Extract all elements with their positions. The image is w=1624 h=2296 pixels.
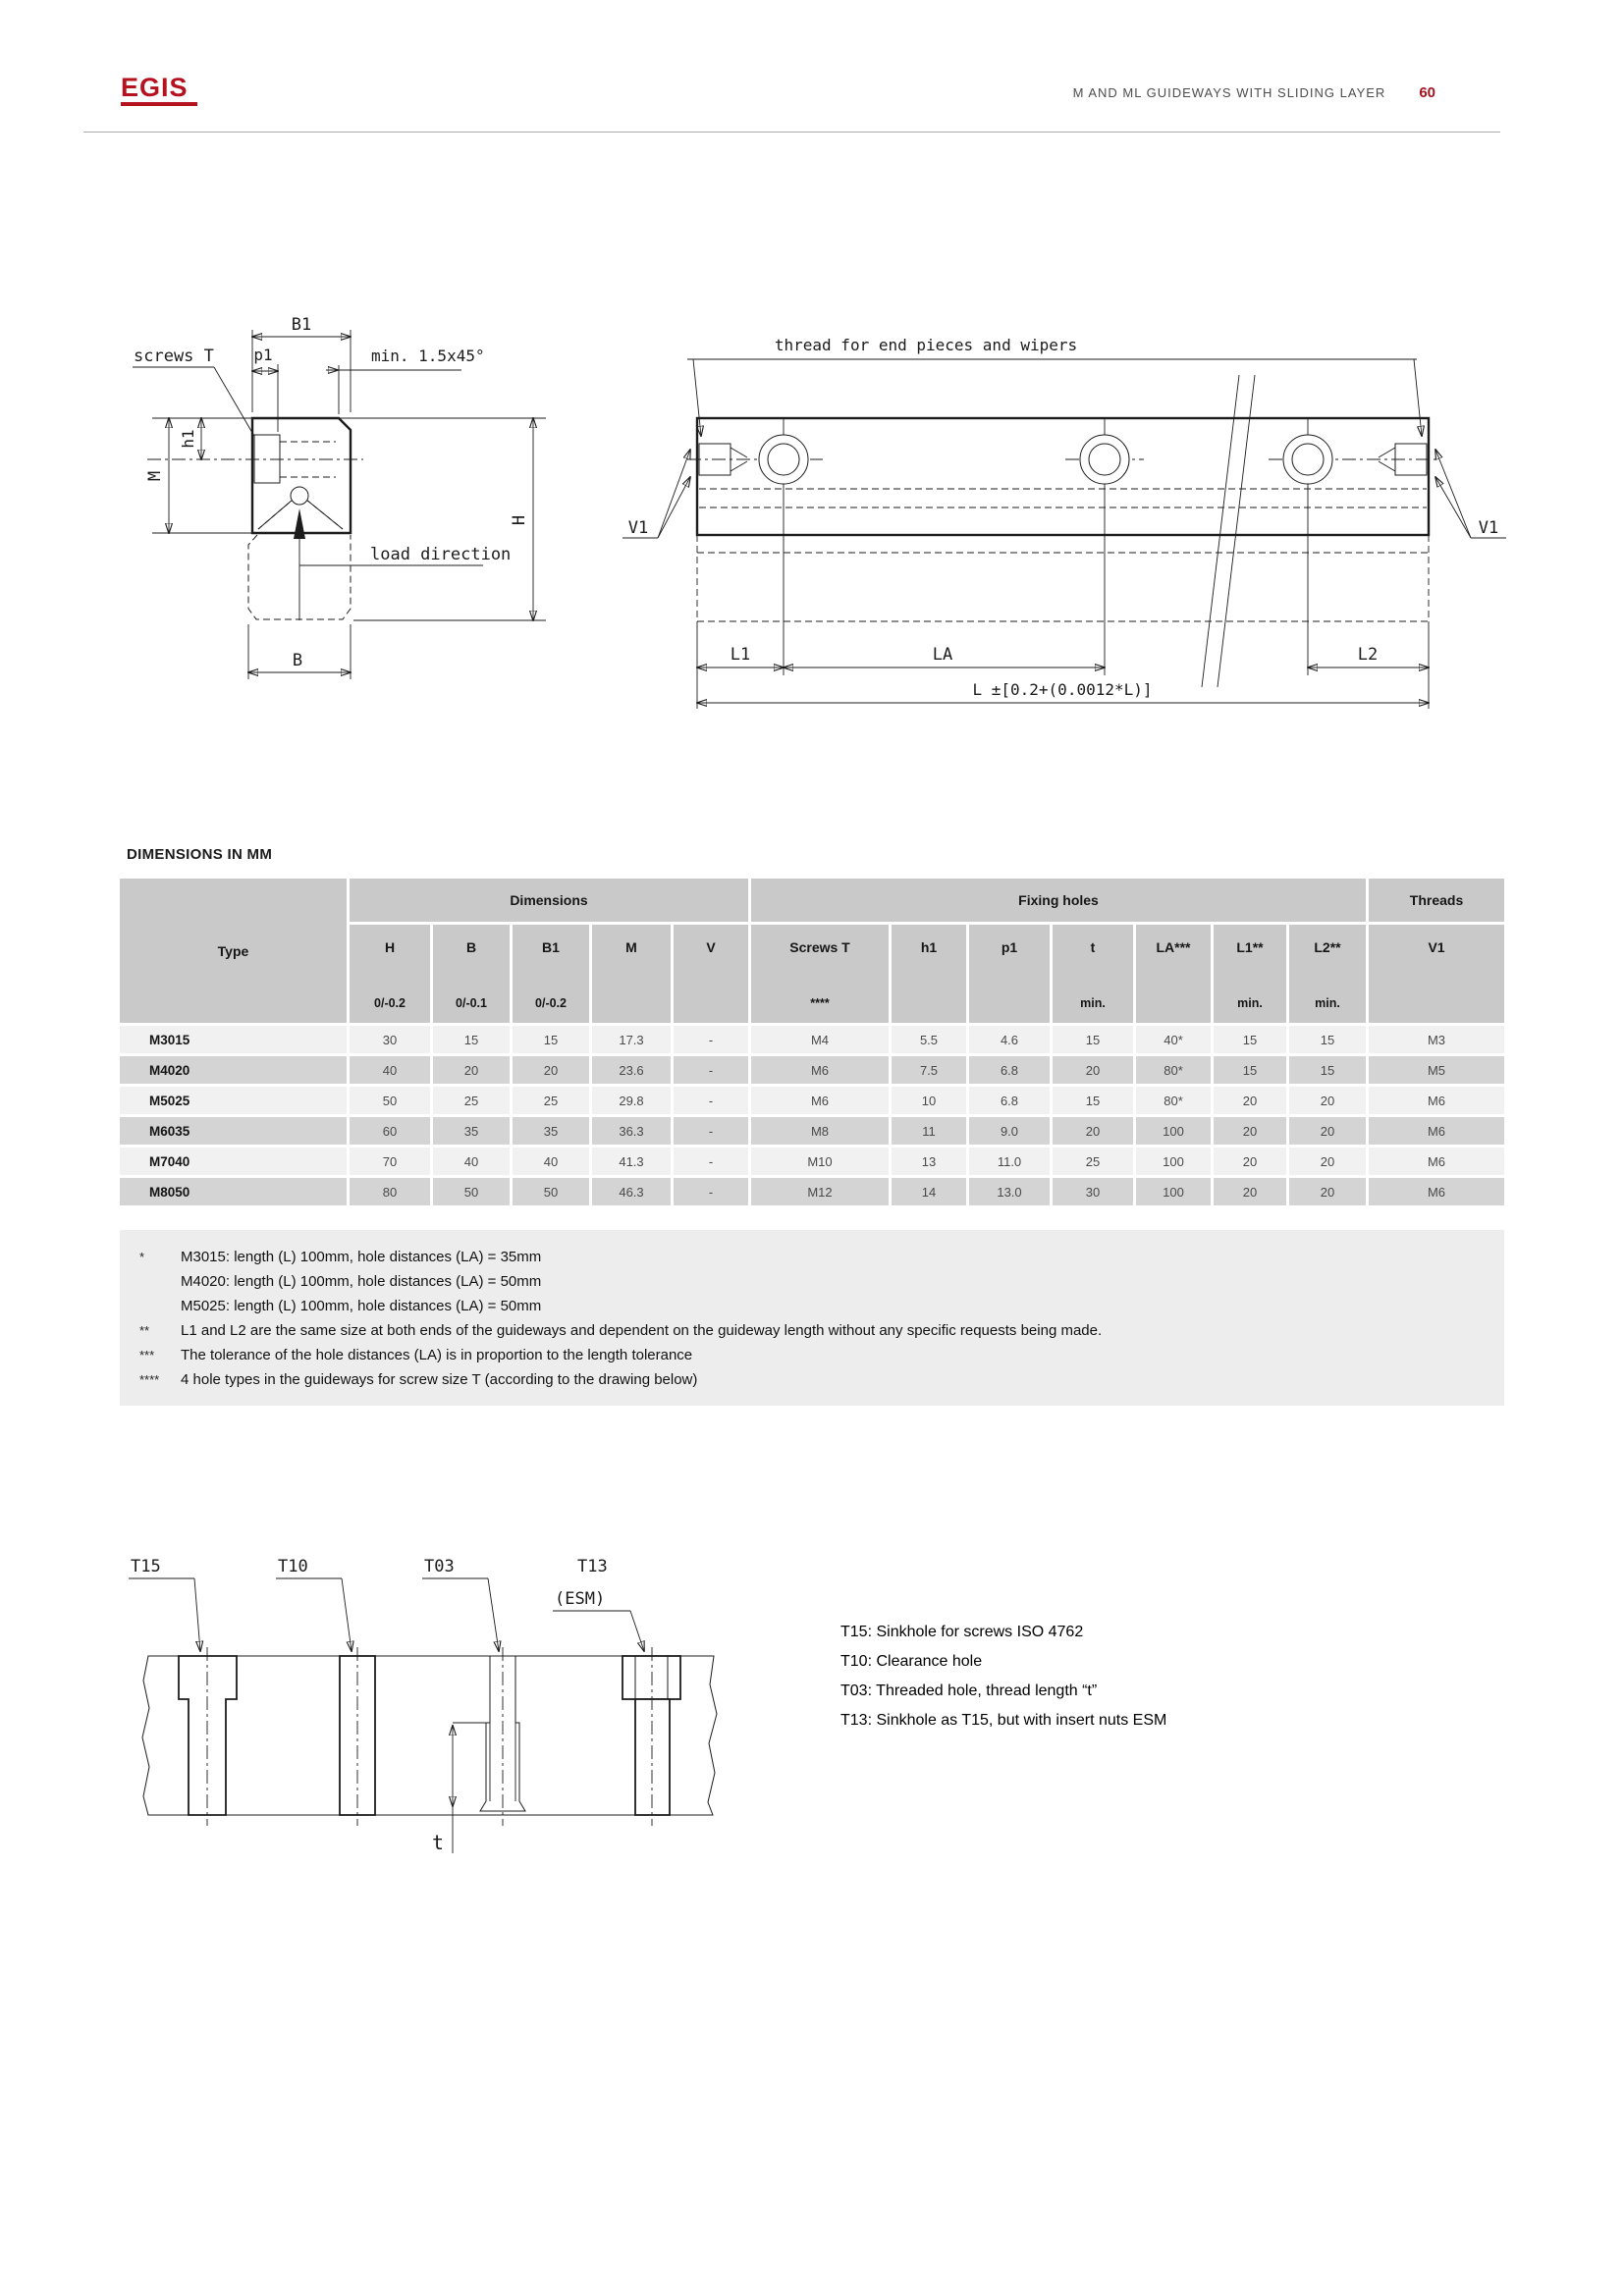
footnote-text: 4 hole types in the guideways for screw size T (according to the drawing below): [181, 1371, 698, 1388]
table-cell: 7.5: [892, 1056, 966, 1084]
column-header: [513, 925, 589, 1023]
table-cell: 25: [433, 1087, 510, 1114]
footnote-row: [139, 1294, 1485, 1318]
table-cell: 10: [892, 1087, 966, 1114]
table-cell: 80*: [1136, 1056, 1211, 1084]
table-cell: 13.0: [969, 1178, 1050, 1205]
logo: [121, 75, 197, 106]
hole-type-descriptions: [840, 1618, 1166, 1735]
footnote-row: [139, 1269, 1485, 1294]
table-cell: 20: [1214, 1178, 1286, 1205]
label-t13: T13: [577, 1557, 608, 1576]
table-cell: 20: [1289, 1148, 1366, 1175]
table-cell: 41.3: [592, 1148, 671, 1175]
column-label: V: [706, 939, 716, 955]
label-t15: T15: [131, 1557, 161, 1576]
group-header-fixing-holes: Fixing holes: [751, 879, 1366, 922]
table-cell: 11.0: [969, 1148, 1050, 1175]
table-cell: -: [674, 1087, 748, 1114]
table-cell: 35: [433, 1117, 510, 1145]
table-cell: 30: [350, 1026, 430, 1053]
table-cell: 20: [1214, 1148, 1286, 1175]
label-screws-t: screws T: [134, 347, 214, 366]
table-cell: 13: [892, 1148, 966, 1175]
table-cell: 29.8: [592, 1087, 671, 1114]
footnote-marker: [139, 1294, 181, 1318]
table-cell: M6: [1369, 1117, 1504, 1145]
table-cell: M8050: [120, 1178, 347, 1205]
column-label: p1: [1001, 939, 1018, 955]
table-cell: 14: [892, 1178, 966, 1205]
table-cell: M3: [1369, 1026, 1504, 1053]
footnote-marker: *: [139, 1250, 145, 1264]
table-cell: -: [674, 1117, 748, 1145]
footnote-text: The tolerance of the hole distances (LA) is in proportion to the length tolerance: [181, 1347, 693, 1363]
label-b: B: [292, 651, 303, 670]
table-cell: 11: [892, 1117, 966, 1145]
label-h1: h1: [179, 429, 197, 449]
table-cell: 20: [1289, 1087, 1366, 1114]
label-la: LA: [932, 645, 953, 665]
column-sub: ****: [810, 996, 830, 1010]
table-cell: 15: [1289, 1026, 1366, 1053]
label-load-direction: load direction: [370, 545, 512, 564]
column-label: h1: [920, 939, 938, 955]
column-header: [1289, 925, 1366, 1023]
table-cell: 15: [1214, 1056, 1286, 1084]
table-cell: 60: [350, 1117, 430, 1145]
table-cell: 36.3: [592, 1117, 671, 1145]
table-cell: 9.0: [969, 1117, 1050, 1145]
footnote-text: M4020: length (L) 100mm, hole distances (LA) = 50mm: [181, 1273, 542, 1290]
table-cell: -: [674, 1148, 748, 1175]
label-t10: T10: [278, 1557, 308, 1576]
footnote-marker: [139, 1269, 181, 1294]
table-cell: 15: [1214, 1026, 1286, 1053]
table-cell: 20: [433, 1056, 510, 1084]
column-header: [751, 925, 889, 1023]
column-label: B1: [542, 939, 560, 955]
table-cell: M8: [751, 1117, 889, 1145]
table-cell: 40: [513, 1148, 589, 1175]
table-cell: 17.3: [592, 1026, 671, 1053]
label-thread-note: thread for end pieces and wipers: [774, 336, 1078, 354]
column-header: [1136, 925, 1211, 1023]
column-header: [433, 925, 510, 1023]
column-header: [1053, 925, 1133, 1023]
hole-type-line: T03: Threaded hole, thread length “t”: [840, 1682, 1098, 1699]
cross-section-drawing: [133, 315, 546, 679]
label-t03: T03: [424, 1557, 455, 1576]
table-cell: 100: [1136, 1117, 1211, 1145]
table-cell: 6.8: [969, 1087, 1050, 1114]
table-cell: 15: [1053, 1026, 1133, 1053]
table-cell: 20: [1053, 1117, 1133, 1145]
dimensions-table: [120, 879, 1504, 1205]
column-sub: min.: [1315, 996, 1340, 1010]
footnote-marker: ***: [139, 1348, 155, 1362]
footnote-row: [139, 1343, 1485, 1367]
column-sub: min.: [1080, 996, 1106, 1010]
footnote-text: M5025: length (L) 100mm, hole distances (LA) = 50mm: [181, 1298, 542, 1314]
table-cell: 15: [433, 1026, 510, 1053]
table-cell: 50: [350, 1087, 430, 1114]
column-header: [674, 925, 748, 1023]
label-l2: L2: [1357, 645, 1379, 665]
footnote-row: [139, 1367, 1485, 1392]
table-cell: 20: [1214, 1087, 1286, 1114]
table-cell: M10: [751, 1148, 889, 1175]
footnote-text: M3015: length (L) 100mm, hole distances (LA) = 35mm: [181, 1249, 542, 1265]
column-header: [592, 925, 671, 1023]
column-label: Screws T: [789, 939, 850, 955]
page-number: 60: [1419, 84, 1435, 101]
table-cell: M5025: [120, 1087, 347, 1114]
table-cell: M12: [751, 1178, 889, 1205]
table-cell: M4020: [120, 1056, 347, 1084]
table-cell: 4.6: [969, 1026, 1050, 1053]
logo-underline: [121, 102, 197, 106]
table-cell: M6035: [120, 1117, 347, 1145]
table-cell: 46.3: [592, 1178, 671, 1205]
header-rule: [83, 132, 1500, 133]
table-cell: -: [674, 1056, 748, 1084]
header: [1073, 84, 1435, 101]
table-cell: M6: [751, 1087, 889, 1114]
column-sub: 0/-0.1: [456, 996, 487, 1010]
group-header-threads: Threads: [1369, 879, 1504, 922]
hole-type-line: T10: Clearance hole: [840, 1653, 983, 1670]
label-l-total: L ±[0.2+(0.0012*L)]: [972, 680, 1153, 699]
table-cell: 100: [1136, 1178, 1211, 1205]
footnote-row: [139, 1318, 1485, 1343]
table-cell: 20: [1053, 1056, 1133, 1084]
column-label: M: [625, 939, 637, 955]
table-cell: 50: [433, 1178, 510, 1205]
column-label: t: [1090, 939, 1096, 955]
column-label: V1: [1428, 939, 1445, 955]
column-header: [1214, 925, 1286, 1023]
column-label: H: [384, 939, 396, 955]
footnote-marker: ****: [139, 1372, 160, 1387]
table-cell: 40: [350, 1056, 430, 1084]
page-title: M AND ML GUIDEWAYS WITH SLIDING LAYER: [1072, 85, 1386, 100]
group-header-dimensions: Dimensions: [350, 879, 748, 922]
table-cell: 23.6: [592, 1056, 671, 1084]
label-m: M: [145, 470, 165, 482]
column-label: L1**: [1236, 939, 1264, 955]
table-cell: M5: [1369, 1056, 1504, 1084]
table-cell: 50: [513, 1178, 589, 1205]
table-cell: 20: [1289, 1117, 1366, 1145]
table-cell: 80: [350, 1178, 430, 1205]
table-cell: 20: [513, 1056, 589, 1084]
label-chamfer: min. 1.5x45°: [371, 347, 485, 365]
table-cell: -: [674, 1026, 748, 1053]
label-l1: L1: [730, 645, 751, 665]
table-cell: M7040: [120, 1148, 347, 1175]
table-cell: 100: [1136, 1148, 1211, 1175]
label-p1: p1: [253, 346, 273, 364]
table-cell: M4: [751, 1026, 889, 1053]
label-b1: B1: [291, 315, 312, 335]
hole-types-drawing: [129, 1557, 717, 1854]
column-header: [969, 925, 1050, 1023]
column-header: [892, 925, 966, 1023]
table-cell: 15: [513, 1026, 589, 1053]
footnote-marker: **: [139, 1323, 150, 1338]
table-cell: M6: [751, 1056, 889, 1084]
label-h: H: [510, 514, 529, 526]
table-title: DIMENSIONS IN MM: [127, 846, 273, 863]
table-cell: 15: [1053, 1087, 1133, 1114]
table-cell: -: [674, 1178, 748, 1205]
footnote-row: [139, 1245, 1485, 1269]
table-cell: 5.5: [892, 1026, 966, 1053]
table-cell: 70: [350, 1148, 430, 1175]
label-v1-right: V1: [1478, 518, 1499, 538]
column-sub: 0/-0.2: [374, 996, 406, 1010]
column-sub: min.: [1237, 996, 1263, 1010]
table-cell: 6.8: [969, 1056, 1050, 1084]
label-t-dim: t: [431, 1831, 444, 1854]
table-cell: 40*: [1136, 1026, 1211, 1053]
table-cell: 20: [1289, 1178, 1366, 1205]
table-cell: 35: [513, 1117, 589, 1145]
column-header: [350, 925, 430, 1023]
footnotes-block: [120, 1230, 1504, 1406]
hole-type-line: T13: Sinkhole as T15, but with insert nuts ESM: [840, 1712, 1167, 1729]
label-esm: (ESM): [555, 1589, 606, 1609]
table-cell: 15: [1289, 1056, 1366, 1084]
table-cell: M6: [1369, 1148, 1504, 1175]
logo-text: EGIS: [121, 73, 189, 102]
column-sub: 0/-0.2: [535, 996, 567, 1010]
footnote-text: L1 and L2 are the same size at both ends of the guideways and dependent on the guideway length without any specific requests being made.: [181, 1322, 1103, 1339]
table-cell: M3015: [120, 1026, 347, 1053]
hole-type-line: T15: Sinkhole for screws ISO 4762: [840, 1624, 1084, 1640]
table-cell: M6: [1369, 1178, 1504, 1205]
label-v1-left: V1: [627, 518, 649, 538]
table-cell: 30: [1053, 1178, 1133, 1205]
side-view-drawing: [623, 336, 1506, 709]
table-cell: 20: [1214, 1117, 1286, 1145]
column-header-type: Type: [120, 879, 347, 1023]
table-cell: M6: [1369, 1087, 1504, 1114]
column-label: LA***: [1156, 939, 1191, 955]
column-label: L2**: [1314, 939, 1341, 955]
column-label: B: [465, 939, 477, 955]
column-header: [1369, 925, 1504, 1023]
table-cell: 40: [433, 1148, 510, 1175]
table-cell: 25: [513, 1087, 589, 1114]
table-cell: 80*: [1136, 1087, 1211, 1114]
table-cell: 25: [1053, 1148, 1133, 1175]
